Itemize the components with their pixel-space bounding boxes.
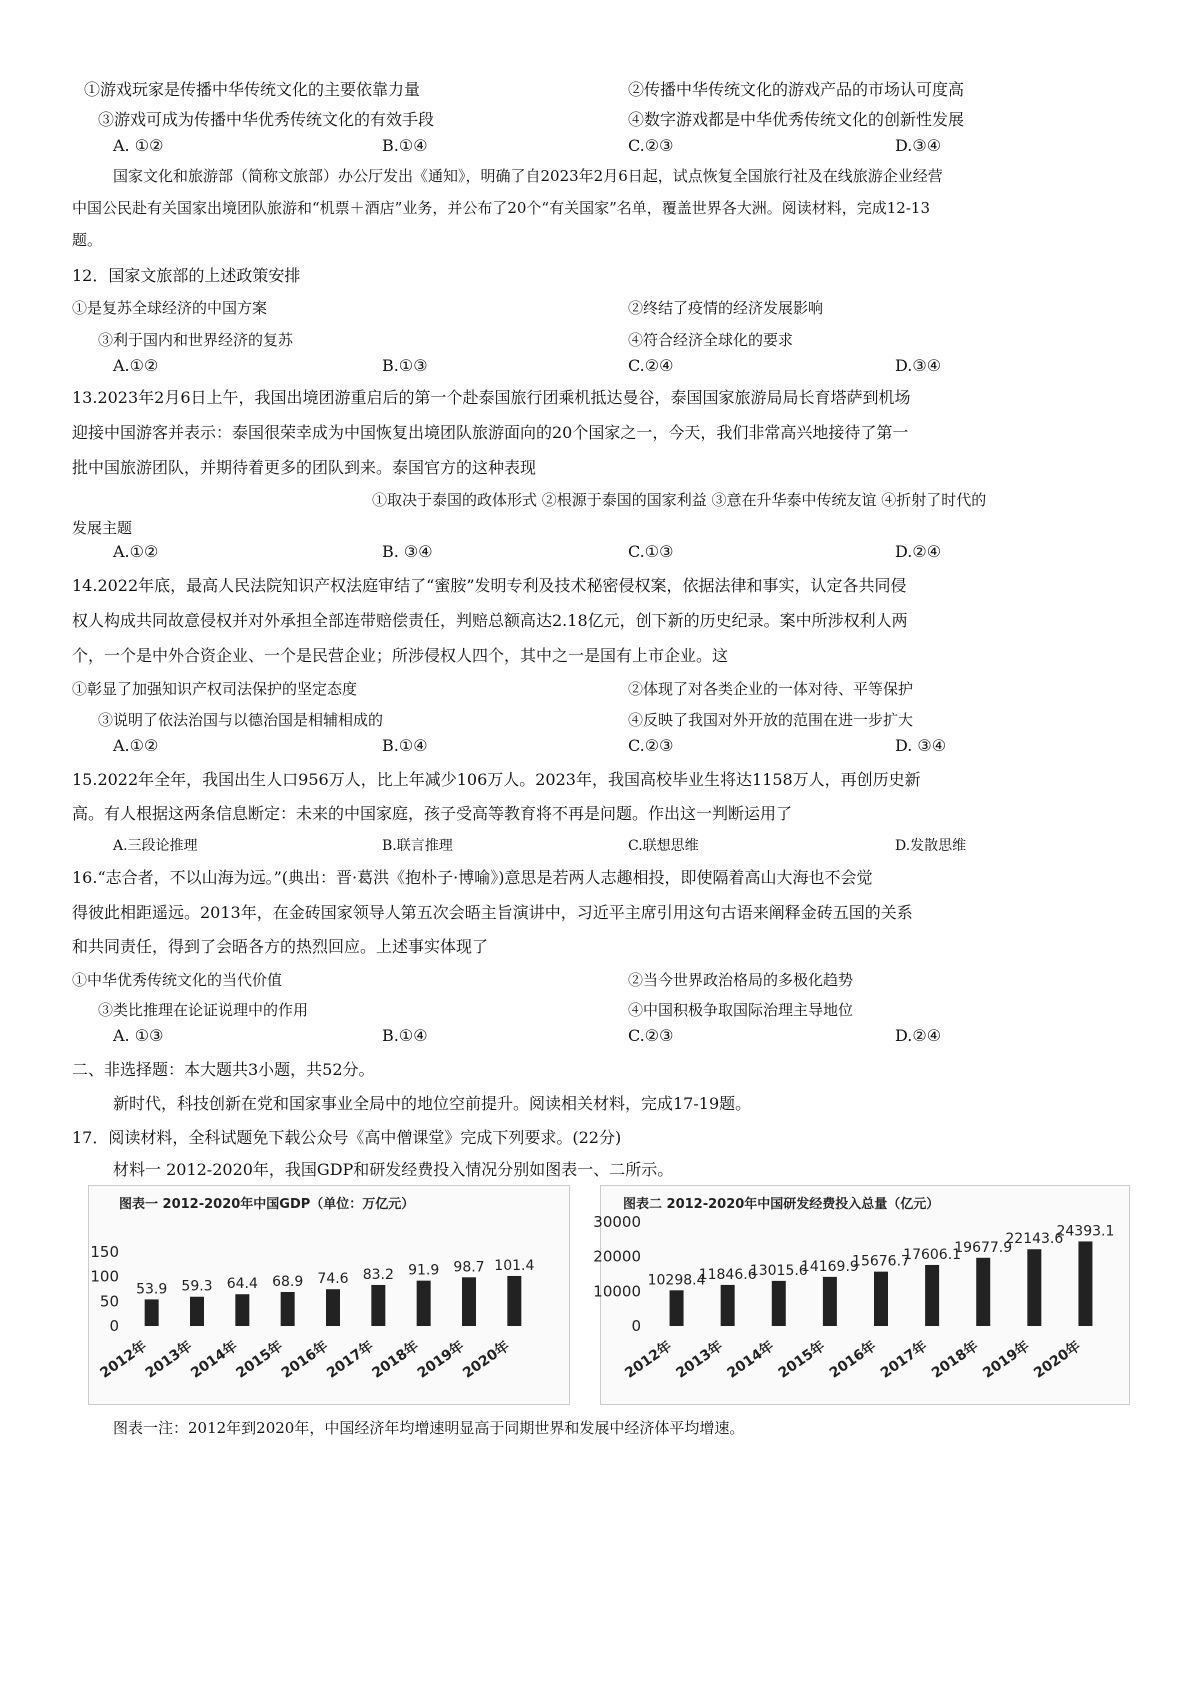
x-tick-label: 2014年 (724, 1338, 778, 1382)
q16-item-1: ①中华优秀传统文化的当代价值 (72, 971, 283, 989)
q16-choice-a: A. ①③ (113, 1026, 164, 1045)
y-tick-label: 0 (631, 1317, 641, 1335)
data-label: 13015.6 (749, 1262, 808, 1279)
q12-choice-c: C.②④ (628, 356, 674, 375)
bar (1027, 1249, 1041, 1326)
q13-items-cont: 发展主题 (72, 519, 133, 537)
bar (772, 1281, 786, 1326)
x-tick-label: 2019年 (414, 1338, 468, 1382)
bar (235, 1294, 249, 1326)
x-tick-label: 2020年 (460, 1338, 513, 1382)
data-label: 83.2 (362, 1266, 394, 1283)
data-label: 74.6 (317, 1271, 349, 1288)
data-label: 64.4 (226, 1276, 258, 1293)
q11-choice-a: A. ①② (113, 136, 164, 155)
q14-choice-d: D. ③④ (895, 736, 947, 755)
chart-rd-spending (593, 1185, 1130, 1405)
chart-title: 图表二 2012-2020年中国研发经费投入总量（亿元） (623, 1197, 940, 1212)
x-tick-label: 2013年 (142, 1338, 196, 1382)
q16-stem-line-2: 得彼此相距遥远。2013年，在金砖国家领导人第五次会晤主旨演讲中，习近平主席引用这句古语来阐释金砖五国的关系 (72, 903, 913, 922)
q14-choice-c: C.②③ (628, 736, 674, 755)
x-tick-label: 2018年 (369, 1338, 422, 1382)
x-tick-label: 2012年 (622, 1338, 675, 1382)
x-tick-label: 2016年 (278, 1338, 332, 1382)
q15-stem-line-2: 高。有人根据这两条信息断定：未来的中国家庭，孩子受高等教育将不再是问题。作出这一判断运用了 (72, 804, 793, 823)
data-label: 14169.9 (800, 1258, 859, 1275)
q15-choice-b: B.联言推理 (382, 838, 453, 854)
bar (925, 1265, 939, 1326)
data-label: 24393.1 (1056, 1223, 1115, 1240)
y-tick-label: 0 (109, 1317, 119, 1335)
q12-stem: 12．国家文旅部的上述政策安排 (72, 266, 301, 285)
x-tick-label: 2013年 (673, 1338, 726, 1382)
y-tick-label: 10000 (593, 1282, 641, 1301)
q14-choice-a: A.①② (113, 736, 159, 755)
x-tick-label: 2017年 (324, 1338, 377, 1382)
q16-choice-c: C.②③ (628, 1026, 674, 1045)
q17-material-1: 材料一 2012-2020年，我国GDP和研发经费投入情况分别如图表一、二所示。 (113, 1160, 674, 1179)
section-2-intro: 新时代，科技创新在党和国家事业全局中的地位空前提升。阅读相关材料，完成17-19题。 (113, 1094, 752, 1113)
passage1-line-1: 国家文化和旅游部（简称文旅部）办公厅发出《通知》，明确了自2023年2月6日起，试点恢复全国旅行社及在线旅游企业经营 (113, 167, 943, 185)
bar (670, 1290, 684, 1326)
q15-choice-d: D.发散思维 (895, 838, 967, 854)
x-tick-label: 2017年 (877, 1338, 931, 1382)
data-label: 11846.6 (698, 1266, 757, 1283)
q13-stem-line-3: 批中国旅游团队，并期待着更多的团队到来。泰国官方的这种表现 (72, 458, 537, 477)
bar (281, 1292, 295, 1326)
q14-item-3: ③说明了依法治国与以德治国是相辅相成的 (98, 711, 384, 729)
q14-item-4: ④反映了我国对外开放的范围在进一步扩大 (628, 711, 914, 729)
y-tick-label: 100 (90, 1267, 119, 1286)
bar (417, 1281, 431, 1326)
passage1-line-3: 题。 (72, 231, 103, 249)
q16-choice-b: B.①④ (382, 1026, 428, 1045)
q15-choice-c: C.联想思维 (628, 838, 699, 854)
q11-choice-b: B.①④ (382, 136, 428, 155)
x-tick-label: 2015年 (233, 1338, 286, 1382)
x-tick-label: 2012年 (97, 1338, 150, 1382)
q11-item-4: ④数字游戏都是中华优秀传统文化的创新性发展 (628, 110, 965, 129)
bar (976, 1258, 990, 1326)
bar (874, 1272, 888, 1326)
data-label: 68.9 (272, 1274, 304, 1291)
q14-item-1: ①彰显了加强知识产权司法保护的坚定态度 (72, 680, 358, 698)
q11-item-3: ③游戏可成为传播中华优秀传统文化的有效手段 (98, 110, 435, 129)
q13-items: ①取决于泰国的政体形式 ②根源于泰国的国家利益 ③意在升华泰中传统友谊 ④折射了时代的 (372, 491, 987, 509)
q12-item-4: ④符合经济全球化的要求 (628, 331, 794, 349)
q14-choice-b: B.①④ (382, 736, 428, 755)
bar (507, 1276, 521, 1326)
bar (721, 1285, 735, 1326)
data-label: 19677.9 (954, 1239, 1013, 1256)
q14-stem-line-2: 权人构成共同故意侵权并对外承担全部连带赔偿责任，判赔总额高达2.18亿元，创下新的历史纪录。案中所涉权利人两 (72, 611, 908, 630)
data-label: 91.9 (408, 1262, 440, 1279)
chart-gdp-svg (89, 1186, 569, 1404)
q11-item-2: ②传播中华传统文化的游戏产品的市场认可度高 (628, 80, 965, 99)
data-label: 10298.4 (647, 1272, 706, 1289)
data-label: 101.4 (494, 1257, 535, 1274)
data-label: 53.9 (136, 1281, 168, 1298)
chart-note: 图表一注：2012年到2020年，中国经济年均增速明显高于同期世界和发展中经济体平均增速。 (113, 1419, 745, 1437)
q11-item-1: ①游戏玩家是传播中华传统文化的主要依靠力量 (84, 80, 421, 99)
x-tick-label: 2019年 (980, 1338, 1033, 1382)
q16-stem-line-1: 16.“志合者，不以山海为远。”(典出：晋·葛洪《抱朴子·博喻》)意思是若两人志趣相投，即使隔着高山大海也不会觉 (72, 868, 873, 887)
bar (326, 1289, 340, 1326)
q13-choice-c: C.①③ (628, 542, 674, 561)
q16-item-2: ②当今世界政治格局的多极化趋势 (628, 971, 854, 989)
q16-item-4: ④中国积极争取国际治理主导地位 (628, 1001, 854, 1019)
bar (462, 1277, 476, 1326)
y-tick-label: 150 (90, 1243, 119, 1261)
data-label: 98.7 (453, 1259, 485, 1276)
y-tick-label: 50 (99, 1292, 119, 1311)
bar (823, 1277, 837, 1326)
y-tick-label: 20000 (593, 1247, 641, 1266)
q12-choice-b: B.①③ (382, 356, 428, 375)
bar (371, 1285, 385, 1326)
q13-stem-line-1: 13.2023年2月6日上午，我国出境团游重启后的第一个赴泰国旅行团乘机抵达曼谷，泰国国家旅游局局长育塔萨到机场 (72, 388, 911, 407)
q13-choice-d: D.②④ (895, 542, 942, 561)
q16-item-3: ③类比推理在论证说理中的作用 (98, 1001, 309, 1019)
chart-gdp (88, 1185, 570, 1405)
q14-item-2: ②体现了对各类企业的一体对待、平等保护 (628, 680, 914, 698)
q13-choice-b: B. ③④ (382, 542, 433, 561)
q13-choice-a: A.①② (113, 542, 159, 561)
data-label: 22143.6 (1005, 1231, 1064, 1248)
bar (190, 1297, 204, 1326)
y-tick-label: 30000 (593, 1213, 641, 1231)
chart-title: 图表一 2012-2020年中国GDP（单位：万亿元） (119, 1197, 415, 1212)
data-label: 15676.7 (852, 1253, 910, 1270)
q15-choice-a: A.三段论推理 (113, 838, 198, 854)
data-label: 17606.1 (903, 1246, 962, 1263)
q12-item-1: ①是复苏全球经济的中国方案 (72, 299, 268, 317)
q13-stem-line-2: 迎接中国游客并表示：泰国很荣幸成为中国恢复出境团队旅游面向的20个国家之一，今天，我们非常高兴地接待了第一 (72, 423, 909, 442)
q11-choice-d: D.③④ (895, 136, 942, 155)
q12-choice-d: D.③④ (895, 356, 942, 375)
q16-choice-d: D.②④ (895, 1026, 942, 1045)
q15-stem-line-1: 15.2022年全年，我国出生人口956万人，比上年减少106万人。2023年，我国高校毕业生将达1158万人，再创历史新 (72, 770, 921, 789)
x-tick-label: 2015年 (775, 1338, 829, 1382)
passage1-line-2: 中国公民赴有关国家出境团队旅游和“机票＋酒店”业务，并公布了20个“有关国家”名单，覆盖世界各大洲。阅读材料，完成12-13 (72, 199, 931, 217)
q17-stem: 17．阅读材料，全科试题免下载公众号《高中僧课堂》完成下列要求。(22分) (72, 1128, 622, 1147)
x-tick-label: 2014年 (188, 1338, 241, 1382)
section-2-heading: 二、非选择题：本大题共3小题，共52分。 (72, 1060, 375, 1079)
q11-choice-c: C.②③ (628, 136, 674, 155)
x-tick-label: 2018年 (928, 1338, 982, 1382)
x-tick-label: 2016年 (826, 1338, 880, 1382)
bar (1078, 1241, 1092, 1326)
chart-rd-svg (593, 1186, 1129, 1404)
data-label: 59.3 (181, 1278, 213, 1295)
bar (145, 1299, 159, 1326)
q14-stem-line-3: 个，一个是中外合资企业、一个是民营企业；所涉侵权人四个，其中之一是国有上市企业。这 (72, 646, 729, 665)
x-tick-label: 2020年 (1031, 1338, 1084, 1382)
q14-stem-line-1: 14.2022年底，最高人民法院知识产权法庭审结了“蜜胺”发明专利及技术秘密侵权案，依据法律和事实，认定各共同侵 (72, 576, 907, 595)
q12-item-2: ②终结了疫情的经济发展影响 (628, 299, 824, 317)
q12-choice-a: A.①② (113, 356, 159, 375)
q16-stem-line-3: 和共同责任，得到了会晤各方的热烈回应。上述事实体现了 (72, 937, 489, 956)
q12-item-3: ③利于国内和世界经济的复苏 (98, 331, 294, 349)
